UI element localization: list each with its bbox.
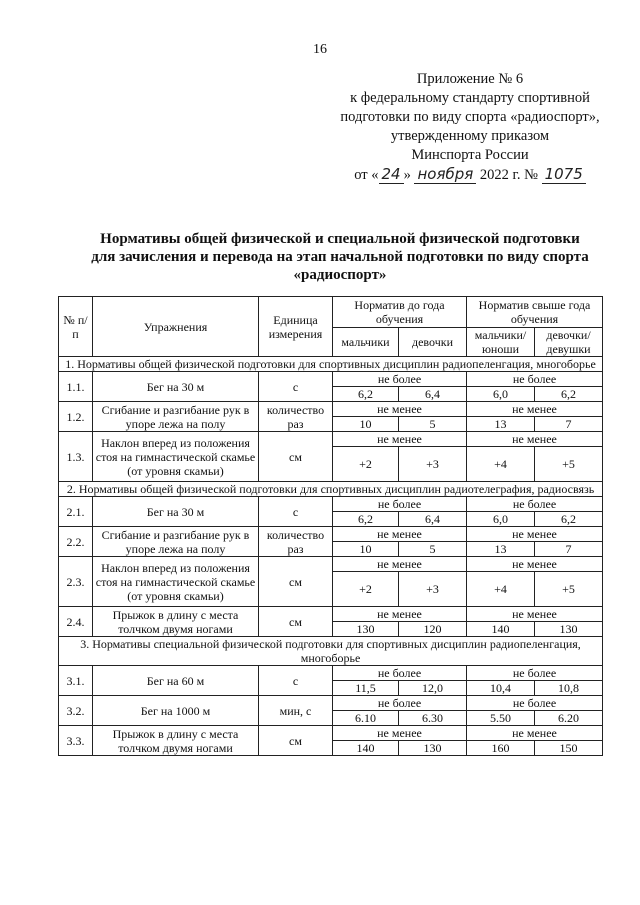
qualifier-after: не более	[467, 696, 603, 711]
date-year: 2022 г. №	[479, 167, 538, 183]
header-exercise: Упражнения	[93, 297, 259, 357]
qualifier-after: не менее	[467, 402, 603, 417]
row-exercise: Бег на 30 м	[93, 497, 259, 527]
row-exercise: Наклон вперед из положения стоя на гимнастической скамье (от уровня скамьи)	[93, 557, 259, 607]
qualifier-before: не менее	[333, 402, 467, 417]
qualifier-before: не более	[333, 497, 467, 512]
row-number: 3.1.	[59, 666, 93, 696]
row-exercise: Наклон вперед из положения стоя на гимнастической скамье (от уровня скамьи)	[93, 432, 259, 482]
row-unit: с	[259, 372, 333, 402]
qualifier-before: не менее	[333, 432, 467, 447]
title-line: Нормативы общей физической и специальной физической подготовки	[100, 231, 580, 247]
norm-value: +2	[333, 572, 399, 607]
norm-value: 10	[333, 542, 399, 557]
row-unit: см	[259, 607, 333, 637]
norm-value: 6,4	[399, 387, 467, 402]
norm-value: 13	[467, 417, 535, 432]
norm-value: 5	[399, 542, 467, 557]
header-girls: девочки	[399, 328, 467, 357]
table-row	[59, 607, 603, 622]
document-title	[60, 230, 620, 284]
norm-value: +5	[535, 447, 603, 482]
norm-value: 10,8	[535, 681, 603, 696]
row-number: 1.1.	[59, 372, 93, 402]
norm-value: 7	[535, 542, 603, 557]
norm-value: +2	[333, 447, 399, 482]
norm-value: 6.30	[399, 711, 467, 726]
row-number: 2.2.	[59, 527, 93, 557]
section-row	[59, 482, 603, 497]
norm-value: 130	[535, 622, 603, 637]
norm-value: 6,0	[467, 387, 535, 402]
table-row	[59, 696, 603, 711]
row-exercise: Прыжок в длину с места толчком двумя ногами	[93, 607, 259, 637]
row-unit: см	[259, 557, 333, 607]
norm-value: 10,4	[467, 681, 535, 696]
header-before-year: Норматив до года обучения	[333, 297, 467, 328]
norm-value: +3	[399, 572, 467, 607]
norm-value: +4	[467, 447, 535, 482]
table-row	[59, 497, 603, 512]
row-exercise: Бег на 60 м	[93, 666, 259, 696]
qualifier-after: не менее	[467, 527, 603, 542]
section-title: 1. Нормативы общей физической подготовки для спортивных дисциплин радиопеленгация, многоборье	[59, 357, 603, 372]
norms-table	[58, 296, 603, 756]
row-exercise: Прыжок в длину с места толчком двумя ногами	[93, 726, 259, 756]
qualifier-after: не менее	[467, 607, 603, 622]
row-number: 3.3.	[59, 726, 93, 756]
norm-value: 120	[399, 622, 467, 637]
norm-value: 6,4	[399, 512, 467, 527]
norm-value: 140	[333, 741, 399, 756]
qualifier-after: не менее	[467, 432, 603, 447]
section-row	[59, 637, 603, 666]
row-number: 3.2.	[59, 696, 93, 726]
row-exercise: Сгибание и разгибание рук в упоре лежа на полу	[93, 527, 259, 557]
section-title: 3. Нормативы специальной физической подготовки для спортивных дисциплин радиопеленгация, многоборье	[59, 637, 603, 666]
qualifier-after: не менее	[467, 557, 603, 572]
date-mid: »	[403, 167, 411, 183]
qualifier-before: не более	[333, 372, 467, 387]
norm-value: 7	[535, 417, 603, 432]
norm-value: 6,2	[333, 387, 399, 402]
row-exercise: Бег на 30 м	[93, 372, 259, 402]
handwritten-order-number: 1075	[542, 165, 586, 184]
header-girls-maidens: девочки/ девушки	[535, 328, 603, 357]
norm-value: +4	[467, 572, 535, 607]
qualifier-after: не менее	[467, 726, 603, 741]
qualifier-before: не менее	[333, 557, 467, 572]
norm-value: 140	[467, 622, 535, 637]
row-unit: количество раз	[259, 402, 333, 432]
header-boys-youths: мальчики/ юноши	[467, 328, 535, 357]
table-row	[59, 527, 603, 542]
row-unit: см	[259, 726, 333, 756]
table-row	[59, 432, 603, 447]
table-row	[59, 372, 603, 387]
norm-value: 6,0	[467, 512, 535, 527]
row-number: 2.4.	[59, 607, 93, 637]
row-unit: с	[259, 666, 333, 696]
approval-line: к федеральному стандарту спортивной	[350, 90, 590, 106]
row-number: 2.1.	[59, 497, 93, 527]
norm-value: 10	[333, 417, 399, 432]
row-exercise: Бег на 1000 м	[93, 696, 259, 726]
section-title: 2. Нормативы общей физической подготовки для спортивных дисциплин радиотелеграфия, радиосвязь	[59, 482, 603, 497]
norm-value: +5	[535, 572, 603, 607]
norm-value: 6.20	[535, 711, 603, 726]
approval-line: Приложение № 6	[416, 71, 524, 87]
norm-value: 6,2	[535, 387, 603, 402]
qualifier-before: не менее	[333, 726, 467, 741]
norm-value: 13	[467, 542, 535, 557]
norm-value: 11,5	[333, 681, 399, 696]
norm-value: 6,2	[535, 512, 603, 527]
qualifier-before: не более	[333, 666, 467, 681]
qualifier-before: не менее	[333, 607, 467, 622]
section-row	[59, 357, 603, 372]
header-unit: Единица измерения	[259, 297, 333, 357]
header-after-year: Норматив свыше года обучения	[467, 297, 603, 328]
table-row	[59, 666, 603, 681]
handwritten-month: ноября	[414, 165, 476, 184]
row-exercise: Сгибание и разгибание рук в упоре лежа на полу	[93, 402, 259, 432]
qualifier-after: не более	[467, 666, 603, 681]
norm-value: 130	[399, 741, 467, 756]
title-line: для зачисления и перевода на этап начальной подготовки по виду спорта	[91, 249, 589, 265]
norm-value: 150	[535, 741, 603, 756]
table-row	[59, 726, 603, 741]
page-number: 16	[313, 42, 327, 57]
qualifier-after: не более	[467, 372, 603, 387]
norm-value: 130	[333, 622, 399, 637]
norm-value: 160	[467, 741, 535, 756]
qualifier-before: не менее	[333, 527, 467, 542]
norm-value: 6.10	[333, 711, 399, 726]
approval-line: Минспорта России	[411, 147, 529, 163]
row-unit: с	[259, 497, 333, 527]
qualifier-after: не более	[467, 497, 603, 512]
norm-value: 5.50	[467, 711, 535, 726]
header-boys: мальчики	[333, 328, 399, 357]
approval-line: подготовки по виду спорта «радиоспорт»,	[340, 109, 600, 125]
header-num: № п/п	[59, 297, 93, 357]
handwritten-day: 24	[379, 165, 404, 184]
approval-block	[320, 70, 620, 185]
norm-value: +3	[399, 447, 467, 482]
qualifier-before: не более	[333, 696, 467, 711]
approval-date-line	[320, 165, 620, 185]
date-prefix: от «	[354, 167, 379, 183]
row-number: 2.3.	[59, 557, 93, 607]
row-number: 1.3.	[59, 432, 93, 482]
row-unit: мин, с	[259, 696, 333, 726]
table-row	[59, 557, 603, 572]
row-number: 1.2.	[59, 402, 93, 432]
norm-value: 5	[399, 417, 467, 432]
row-unit: количество раз	[259, 527, 333, 557]
norm-value: 12,0	[399, 681, 467, 696]
table-row	[59, 402, 603, 417]
approval-line: утвержденному приказом	[390, 128, 550, 144]
norm-value: 6,2	[333, 512, 399, 527]
row-unit: см	[259, 432, 333, 482]
title-line: «радиоспорт»	[293, 267, 387, 283]
